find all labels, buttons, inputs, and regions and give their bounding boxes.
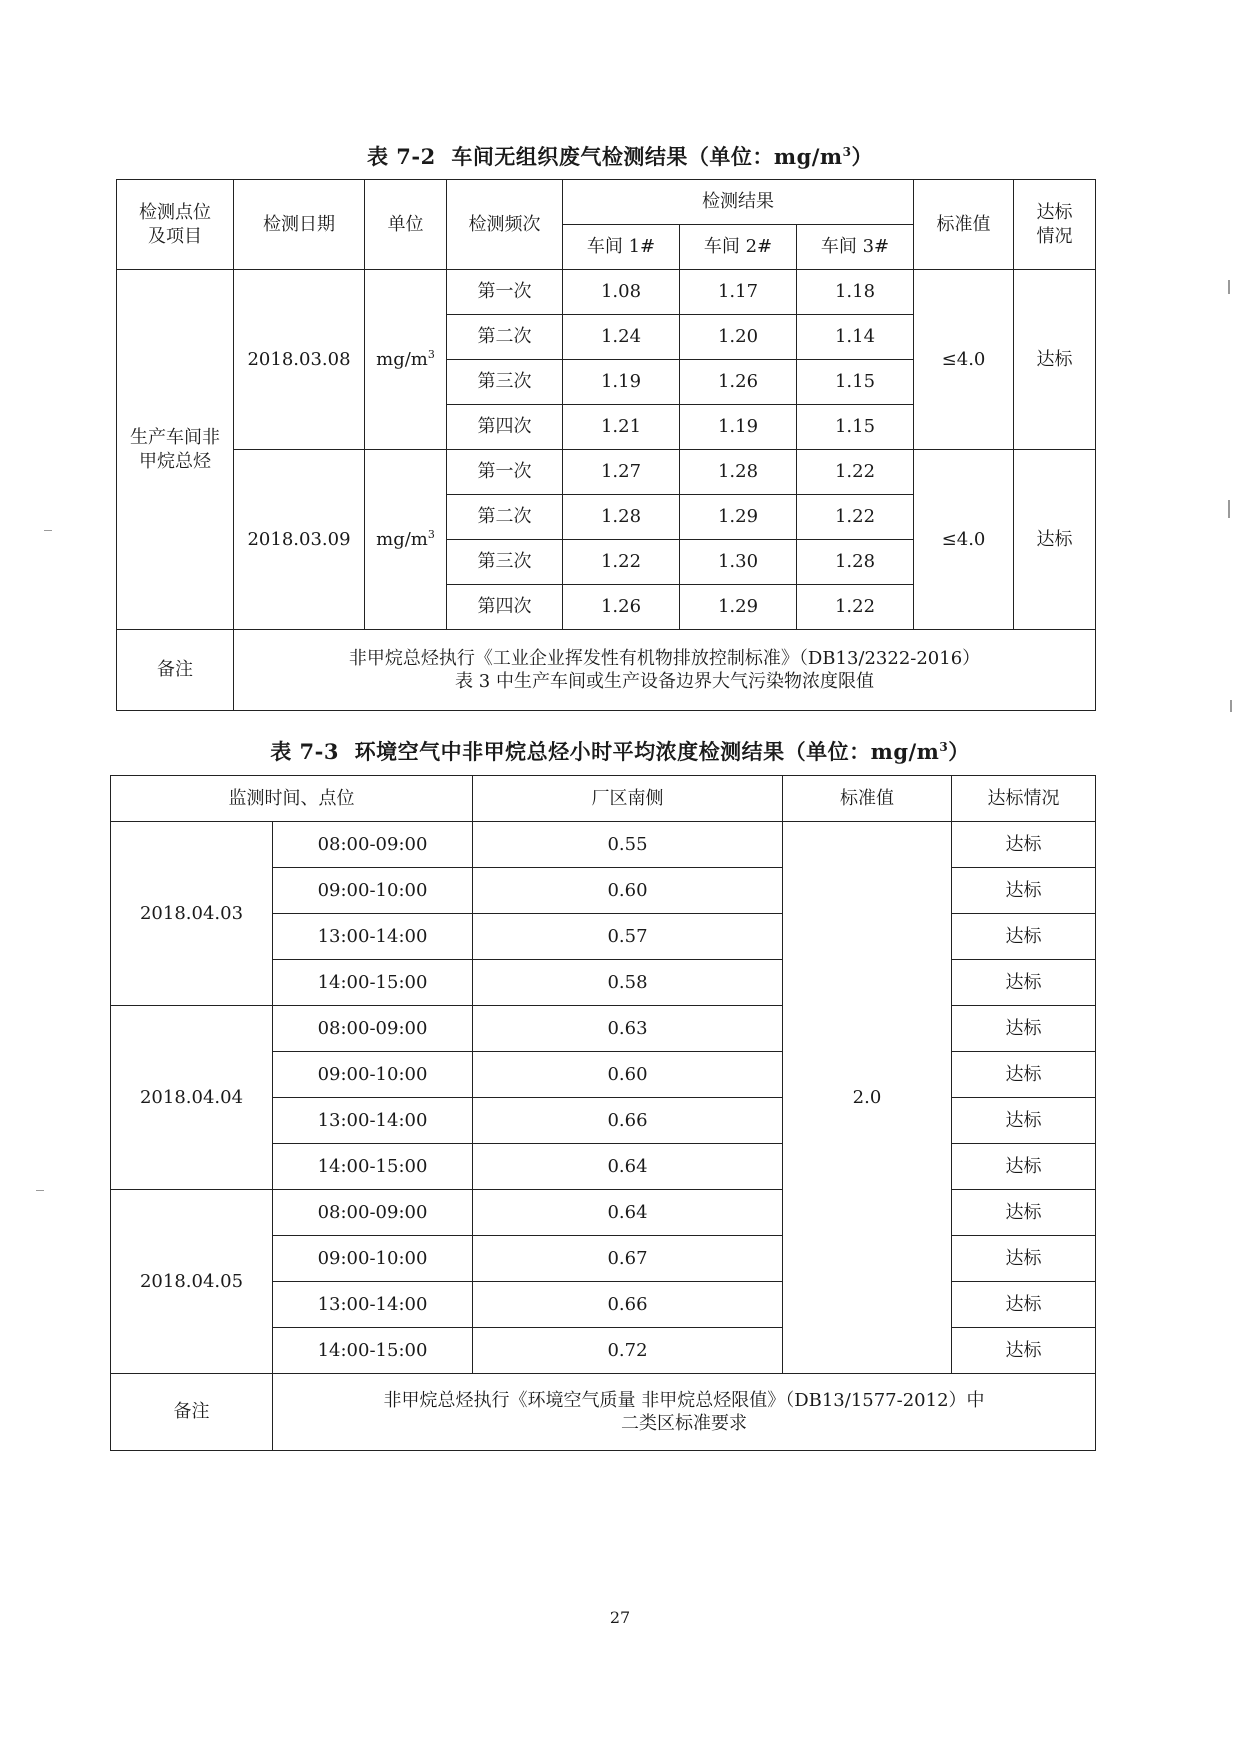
table2-time: 13:00-14:00 <box>273 1098 473 1144</box>
table2-date: 2018.04.05 <box>111 1190 273 1374</box>
table2 <box>110 775 1096 1451</box>
table1-caption-prefix: 表 7-2 <box>366 144 436 169</box>
table1-value: 1.27 <box>563 450 680 495</box>
table1-header-ws3: 车间 3# <box>797 225 914 270</box>
table2-time: 08:00-09:00 <box>273 1190 473 1236</box>
table2-value: 0.66 <box>473 1282 783 1328</box>
table2-time: 14:00-15:00 <box>273 1144 473 1190</box>
table1-note-label: 备注 <box>117 630 234 711</box>
table-row <box>117 450 1096 495</box>
table1-compliance: 达标 <box>1014 450 1096 630</box>
table1-value: 1.24 <box>563 315 680 360</box>
table1-frequency: 第一次 <box>447 450 563 495</box>
table1-frequency: 第三次 <box>447 360 563 405</box>
table2-time: 08:00-09:00 <box>273 1006 473 1052</box>
table1-header-ws1: 车间 1# <box>563 225 680 270</box>
page-number: 27 <box>609 1608 631 1627</box>
table1-caption-text: 车间无组织废气检测结果（单位：mg/m <box>451 144 843 169</box>
table2-time: 08:00-09:00 <box>273 822 473 868</box>
table2-standard: 2.0 <box>783 822 952 1374</box>
table2-value: 0.63 <box>473 1006 783 1052</box>
table1-note-row <box>117 630 1096 711</box>
table2-compliance: 达标 <box>952 1236 1096 1282</box>
table2-compliance: 达标 <box>952 1190 1096 1236</box>
scan-mark <box>1230 700 1232 712</box>
table2-caption-prefix: 表 7-3 <box>270 739 339 764</box>
table2-value: 0.55 <box>473 822 783 868</box>
table1-value: 1.08 <box>563 270 680 315</box>
table1-value: 1.19 <box>563 360 680 405</box>
table1-header-standard: 标准值 <box>914 180 1014 270</box>
table1-frequency: 第四次 <box>447 585 563 630</box>
table2-compliance: 达标 <box>952 868 1096 914</box>
table1-value: 1.15 <box>797 405 914 450</box>
table1-value: 1.22 <box>797 450 914 495</box>
table1-value: 1.28 <box>797 540 914 585</box>
table1-note-text <box>234 630 1096 711</box>
table-row <box>111 822 1096 868</box>
table2-header-compliance: 达标情况 <box>952 776 1096 822</box>
table2-note-label: 备注 <box>111 1374 273 1451</box>
table2-compliance: 达标 <box>952 1098 1096 1144</box>
scan-mark <box>1228 500 1230 518</box>
table1-value: 1.28 <box>680 450 797 495</box>
table2-caption-text: 环境空气中非甲烷总烃小时平均浓度检测结果（单位：mg/m <box>354 739 940 764</box>
table2-caption <box>0 736 1240 766</box>
table2-note-row <box>111 1374 1096 1451</box>
table2-compliance: 达标 <box>952 822 1096 868</box>
table1-date: 2018.03.08 <box>234 270 365 450</box>
table2-value: 0.66 <box>473 1098 783 1144</box>
table1-standard: ≤4.0 <box>914 450 1014 630</box>
table2-time: 09:00-10:00 <box>273 868 473 914</box>
table2-note-line1: 非甲烷总烃执行《环境空气质量 非甲烷总烃限值》（DB13/1577-2012）中 <box>383 1389 985 1411</box>
scan-mark <box>44 530 52 531</box>
table2-compliance: 达标 <box>952 1006 1096 1052</box>
table1-value: 1.21 <box>563 405 680 450</box>
table1-note-line2: 表 3 中生产车间或生产设备边界大气污染物浓度限值 <box>455 671 874 692</box>
table1-caption-end: ） <box>851 144 874 169</box>
table2-compliance: 达标 <box>952 914 1096 960</box>
table2-value: 0.67 <box>473 1236 783 1282</box>
table1-header-ws2: 车间 2# <box>680 225 797 270</box>
table2-header-standard: 标准值 <box>783 776 952 822</box>
table1 <box>116 179 1096 711</box>
table1-unit: $mg/m^3$ <box>365 270 447 450</box>
table1-header-unit: 单位 <box>365 180 447 270</box>
table2-caption-exponent: 3 <box>939 740 949 754</box>
table1-value: 1.17 <box>680 270 797 315</box>
table2-value: 0.58 <box>473 960 783 1006</box>
table1-header-results: 检测结果 <box>563 180 914 225</box>
table1-value: 1.22 <box>797 495 914 540</box>
table1-frequency: 第二次 <box>447 495 563 540</box>
table1-value: 1.26 <box>563 585 680 630</box>
table2-value: 0.60 <box>473 1052 783 1098</box>
table1-value: 1.22 <box>563 540 680 585</box>
table2-time: 13:00-14:00 <box>273 1282 473 1328</box>
table2-value: 0.64 <box>473 1190 783 1236</box>
table2-date: 2018.04.03 <box>111 822 273 1006</box>
table2-compliance: 达标 <box>952 960 1096 1006</box>
table2-time: 09:00-10:00 <box>273 1052 473 1098</box>
table1-value: 1.30 <box>680 540 797 585</box>
table2-time: 14:00-15:00 <box>273 960 473 1006</box>
table1-header-point-item: 检测点位及项目 <box>117 180 234 270</box>
table1-compliance: 达标 <box>1014 270 1096 450</box>
scan-mark <box>1228 280 1230 294</box>
table1-frequency: 第一次 <box>447 270 563 315</box>
table2-time: 14:00-15:00 <box>273 1328 473 1374</box>
table1-value: 1.28 <box>563 495 680 540</box>
table1-frequency: 第三次 <box>447 540 563 585</box>
table1-header-compliance: 达标情况 <box>1014 180 1096 270</box>
table1-value: 1.19 <box>680 405 797 450</box>
table2-date: 2018.04.04 <box>111 1006 273 1190</box>
table1-header-frequency: 检测频次 <box>447 180 563 270</box>
table2-caption-end: ） <box>948 739 970 764</box>
table1-header-date: 检测日期 <box>234 180 365 270</box>
table1-value: 1.14 <box>797 315 914 360</box>
table2-header-time-point: 监测时间、点位 <box>111 776 473 822</box>
table1-value: 1.22 <box>797 585 914 630</box>
table2-value: 0.64 <box>473 1144 783 1190</box>
table1-value: 1.26 <box>680 360 797 405</box>
table1-value: 1.15 <box>797 360 914 405</box>
table1-point-label: 生产车间非甲烷总烃 <box>117 270 234 630</box>
table2-value: 0.57 <box>473 914 783 960</box>
scan-mark <box>36 1190 44 1191</box>
table2-compliance: 达标 <box>952 1328 1096 1374</box>
table2-compliance: 达标 <box>952 1282 1096 1328</box>
table2-compliance: 达标 <box>952 1052 1096 1098</box>
table2-value: 0.60 <box>473 868 783 914</box>
table1-value: 1.20 <box>680 315 797 360</box>
table2-header-south: 厂区南侧 <box>473 776 783 822</box>
table2-time: 09:00-10:00 <box>273 1236 473 1282</box>
table1-standard: ≤4.0 <box>914 270 1014 450</box>
table1-caption <box>0 141 1240 171</box>
table2-time: 13:00-14:00 <box>273 914 473 960</box>
table1-caption-exponent: 3 <box>842 145 852 159</box>
table1-note-line1: 非甲烷总烃执行《工业企业挥发性有机物排放控制标准》（DB13/2322-2016） <box>348 647 981 669</box>
table1-frequency: 第四次 <box>447 405 563 450</box>
table-row <box>117 270 1096 315</box>
table2-compliance: 达标 <box>952 1144 1096 1190</box>
table1-unit: $mg/m^3$ <box>365 450 447 630</box>
table2-header-row <box>111 776 1096 822</box>
table1-frequency: 第二次 <box>447 315 563 360</box>
table1-value: 1.29 <box>680 585 797 630</box>
table2-note-text <box>273 1374 1096 1451</box>
table2-value: 0.72 <box>473 1328 783 1374</box>
table1-value: 1.29 <box>680 495 797 540</box>
table1-date: 2018.03.09 <box>234 450 365 630</box>
table2-note-line2: 二类区标准要求 <box>621 1413 747 1434</box>
table1-value: 1.18 <box>797 270 914 315</box>
